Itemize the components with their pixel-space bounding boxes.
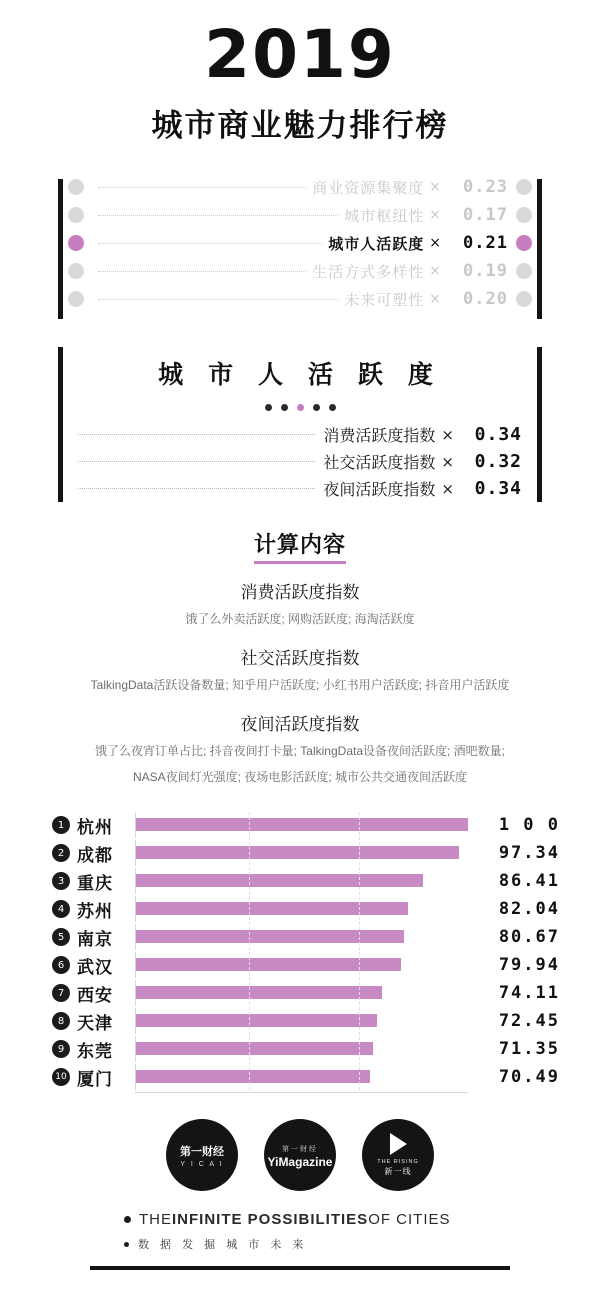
weight-label: 生活方式多样性 [312,263,425,281]
dot-icon [329,404,336,411]
gridline [359,812,360,1090]
subindex-value: 0.34 [474,478,522,499]
subindex-row-3 [40,475,560,502]
table-row [30,896,570,922]
calc-group-social [0,644,600,696]
leader-line [98,215,338,216]
city-activity-bar-chart [30,812,570,1093]
subindex-label: 社交活跃度指数 [323,455,436,472]
footer-subtagline-text: 数 据 发 掘 城 市 未 来 [138,1239,308,1252]
bullet-dot-icon [68,179,84,195]
bar-track [135,1008,468,1034]
rank-badge: 2 [52,844,70,862]
leader-line [98,299,338,300]
calc-group-consumption [0,578,600,630]
page-title: 城市商业魅力排行榜 [151,108,449,143]
bar [136,1070,370,1083]
score-value: 1 0 0 [498,815,560,836]
score-value: 86.41 [498,871,560,892]
rank-badge: 8 [52,1012,70,1030]
weight-value: 0.17 [463,205,508,225]
bar-track [135,924,468,950]
logo-yicai [166,1119,238,1191]
weight-value: 0.20 [463,289,508,309]
bar [136,846,459,859]
calc-group-items: 饿了么外卖活跃度; 网购活跃度; 海淘活跃度 [185,612,415,626]
rank-badge: 7 [52,984,70,1002]
weight-label: 未来可塑性 [344,291,425,309]
city-label: 苏州 [77,901,113,921]
weight-value: 0.19 [463,261,508,281]
rank-badge: 5 [52,928,70,946]
dot-icon [281,404,288,411]
footer-tagline-bold: INFINITE POSSIBILITIES [172,1211,369,1229]
bar-track [135,1064,468,1090]
weight-row-1 [40,173,560,201]
bar [136,818,468,831]
calc-group-name: 社交活跃度指数 [240,648,360,668]
bar-track [135,812,468,838]
leader-line [98,271,306,272]
page-title-year: 2019 [204,16,396,93]
rank-badge: 6 [52,956,70,974]
city-label: 武汉 [77,957,113,977]
table-row [30,812,570,838]
score-value: 70.49 [498,1067,560,1088]
subindex-right-rule [537,347,542,502]
logo-row [0,1119,600,1191]
bar [136,874,423,887]
footer-subtagline [124,1236,600,1252]
city-label: 厦门 [77,1069,113,1089]
bar [136,1014,377,1027]
table-row [30,868,570,894]
table-row [30,924,570,950]
footer-tagline-post: OF CITIES [368,1211,451,1229]
multiply-sign: × [429,207,441,223]
weight-label: 商业资源集聚度 [312,179,425,197]
dot-icon [313,404,320,411]
bar-track [135,980,468,1006]
table-row [30,840,570,866]
score-value: 80.67 [498,927,560,948]
logo-yimagazine-cn: 第一财经 [282,1145,318,1153]
city-label: 重庆 [77,873,113,893]
multiply-sign: × [429,235,441,251]
weight-value: 0.21 [463,233,508,253]
multiply-sign: × [441,452,454,471]
rank-badge: 1 [52,816,70,834]
weight-row-2 [40,201,560,229]
leader-line [98,243,322,244]
weight-value: 0.23 [463,177,508,197]
calc-group-items-line1: 饿了么夜宵订单占比; 抖音夜间打卡量; TalkingData设备夜间活跃度; 酒吧数量; [94,743,506,758]
leader-line [78,461,315,462]
chart-axis [135,1092,468,1093]
score-value: 72.45 [498,1011,560,1032]
logo-yimagazine [264,1119,336,1191]
city-label: 西安 [77,985,113,1005]
multiply-sign: × [441,479,454,498]
bar [136,1042,373,1055]
subindex-left-rule [58,347,63,502]
weight-label: 城市枢纽性 [344,207,425,225]
weight-label: 城市人活跃度 [328,235,425,253]
bar [136,958,401,971]
bullet-dot-icon [516,263,532,279]
bar-track [135,868,468,894]
multiply-sign: × [441,425,454,444]
bullet-dot-icon [516,207,532,223]
multiply-sign: × [429,263,441,279]
footer-tagline [124,1211,600,1228]
multiply-sign: × [429,179,441,195]
play-triangle-icon [390,1133,407,1155]
leader-line [78,434,315,435]
subindex-row-2 [40,448,560,475]
bullet-dot-icon [68,207,84,223]
logo-yimagazine-en: YiMagazine [267,1154,333,1169]
calc-group-name: 消费活跃度指数 [240,583,360,602]
rank-badge: 4 [52,900,70,918]
calc-group-name: 夜间活跃度指数 [240,714,360,734]
bullet-dot-icon [68,263,84,279]
dot-icon [265,404,272,411]
score-value: 74.11 [498,983,560,1004]
subindex-dots [40,404,560,411]
leader-line [98,187,306,188]
gridline [249,812,250,1090]
subindex-row-1 [40,421,560,448]
logo-yicai-name: 第一财经 [180,1145,224,1158]
bullet-dot-active-icon [68,235,84,251]
bar-track [135,952,468,978]
city-label: 成都 [77,845,113,865]
weight-row-3-highlighted [40,229,560,257]
calc-group-nightlife [0,710,600,789]
bullet-dot-icon [516,179,532,195]
subindex-label: 消费活跃度指数 [323,428,436,445]
bullet-dot-icon [68,291,84,307]
calc-group-items: TalkingData活跃设备数量; 知乎用户活跃度; 小红书用户活跃度; 抖音用户活跃度 [90,677,510,692]
bar [136,930,404,943]
subindex-label: 夜间活跃度指数 [323,482,436,499]
calc-section-title-text: 计算内容 [254,528,346,564]
logo-rising-city [362,1119,434,1191]
rank-badge: 3 [52,872,70,890]
bar [136,902,408,915]
table-row [30,952,570,978]
bar [136,986,382,999]
rank-badge: 10 [52,1068,70,1086]
footer-tagline-pre: THE [139,1211,172,1229]
bar-track [135,1036,468,1062]
footer [0,1211,600,1252]
weights-block [40,173,560,313]
score-value: 82.04 [498,899,560,920]
chart-rows [30,812,570,1090]
city-label: 东莞 [77,1041,113,1061]
score-value: 79.94 [498,955,560,976]
bullet-dot-active-icon [516,235,532,251]
rank-badge: 9 [52,1040,70,1058]
city-label: 杭州 [77,817,113,837]
weight-row-5 [40,285,560,313]
subindex-block [40,347,560,502]
subindex-value: 0.34 [474,424,522,445]
table-row [30,1064,570,1090]
dot-active-icon [297,404,304,411]
leader-line [78,488,315,489]
calc-group-items-line2: NASA夜间灯光强度; 夜场电影活跃度; 城市公共交通夜间活跃度 [132,770,468,785]
subindex-title: 城 市 人 活 跃 度 [158,361,442,389]
weight-row-4 [40,257,560,285]
logo-yicai-subname: Y I C A I [180,1160,224,1168]
logo-rising-cn: 新一线 [384,1167,412,1177]
multiply-sign: × [429,291,441,307]
calc-section-title [0,528,600,564]
score-value: 97.34 [498,843,560,864]
score-value: 71.35 [498,1039,560,1060]
city-label: 天津 [77,1013,113,1033]
bar-track [135,896,468,922]
logo-rising-en: THE RISING [377,1159,419,1166]
table-row [30,980,570,1006]
bullet-icon [124,1242,129,1247]
bar-track [135,840,468,866]
bullet-icon [124,1216,131,1223]
table-row [30,1036,570,1062]
city-label: 南京 [77,929,113,949]
table-row [30,1008,570,1034]
subindex-value: 0.32 [474,451,522,472]
footer-rule [90,1266,510,1270]
bullet-dot-icon [516,291,532,307]
